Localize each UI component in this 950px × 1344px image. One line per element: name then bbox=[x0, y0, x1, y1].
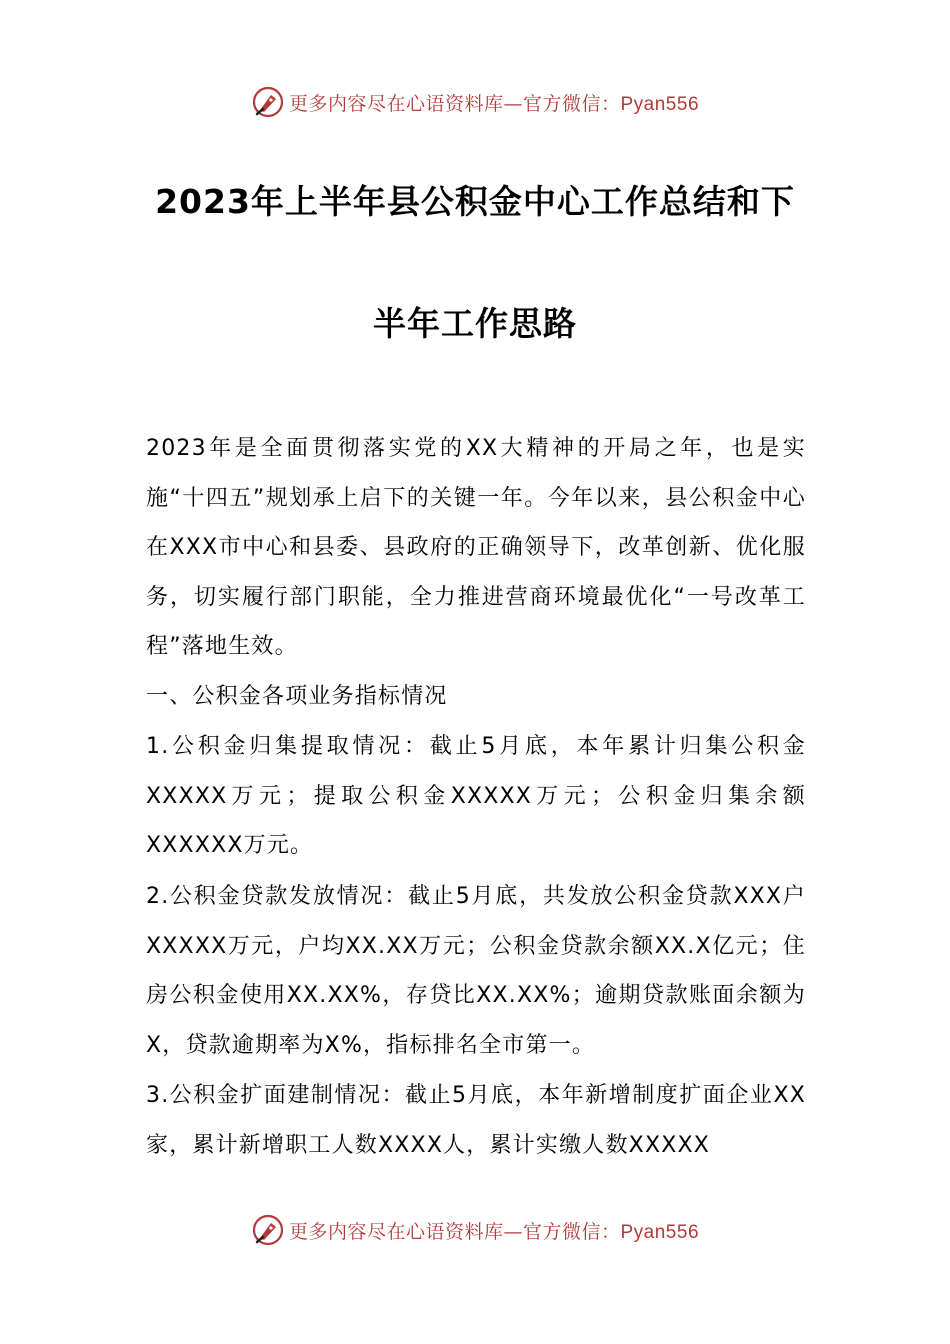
item1-text: 1.公积金归集提取情况：截止5月底，本年累计归集公积金XXXXX万元；提取公积金XXXXX万元；公积金归集余额XXXXXX万元。 bbox=[146, 734, 806, 859]
wechat-id: Pyan556 bbox=[620, 93, 700, 115]
header-banner bbox=[0, 82, 950, 122]
list-item bbox=[146, 872, 806, 1070]
section-heading bbox=[146, 672, 806, 722]
intro-paragraph bbox=[146, 424, 806, 672]
pen-nib-logo-icon bbox=[251, 1213, 285, 1247]
document-title-line-1: 2023年上半年县公积金中心工作总结和下 bbox=[155, 182, 795, 221]
pen-nib-logo-icon bbox=[251, 85, 285, 119]
item2-text: 2.公积金贷款发放情况：截止5月底，共发放公积金贷款XXX户XXXXX万元，户均XX.XX万元；公积金贷款余额XX.X亿元；住房公积金使用XX.XX%，存贷比XX.XX%；逾期贷款账面余额为X，贷款逾期率为X%，指标排名全市第一。 bbox=[146, 884, 806, 1058]
intro-text: 2023年是全面贯彻落实党的XX大精神的开局之年，也是实施“十四五”规划承上启下的关键一年。今年以来，县公积金中心在XXX市中心和县委、县政府的正确领导下，改革创新、优化服务，切实履行部门职能，全力推进营商环境最优化“一号改革工程”落地生效。 bbox=[146, 436, 806, 660]
wechat-id: Pyan556 bbox=[620, 1221, 700, 1243]
list-item bbox=[146, 1071, 806, 1170]
header-banner-text: 更多内容尽在心语资料库—官方微信：Pyan556 bbox=[288, 92, 700, 115]
item3-text: 3.公积金扩面建制情况：截止5月底，本年新增制度扩面企业XX家，累计新增职工人数XXXX人，累计实缴人数XXXXX bbox=[146, 1083, 806, 1158]
footer-banner-text: 更多内容尽在心语资料库—官方微信：Pyan556 bbox=[288, 1220, 700, 1243]
list-item bbox=[146, 722, 806, 871]
footer-banner bbox=[0, 1210, 950, 1250]
section1-heading-text: 一、公积金各项业务指标情况 bbox=[146, 684, 448, 709]
document-title-line-2: 半年工作思路 bbox=[373, 304, 577, 343]
